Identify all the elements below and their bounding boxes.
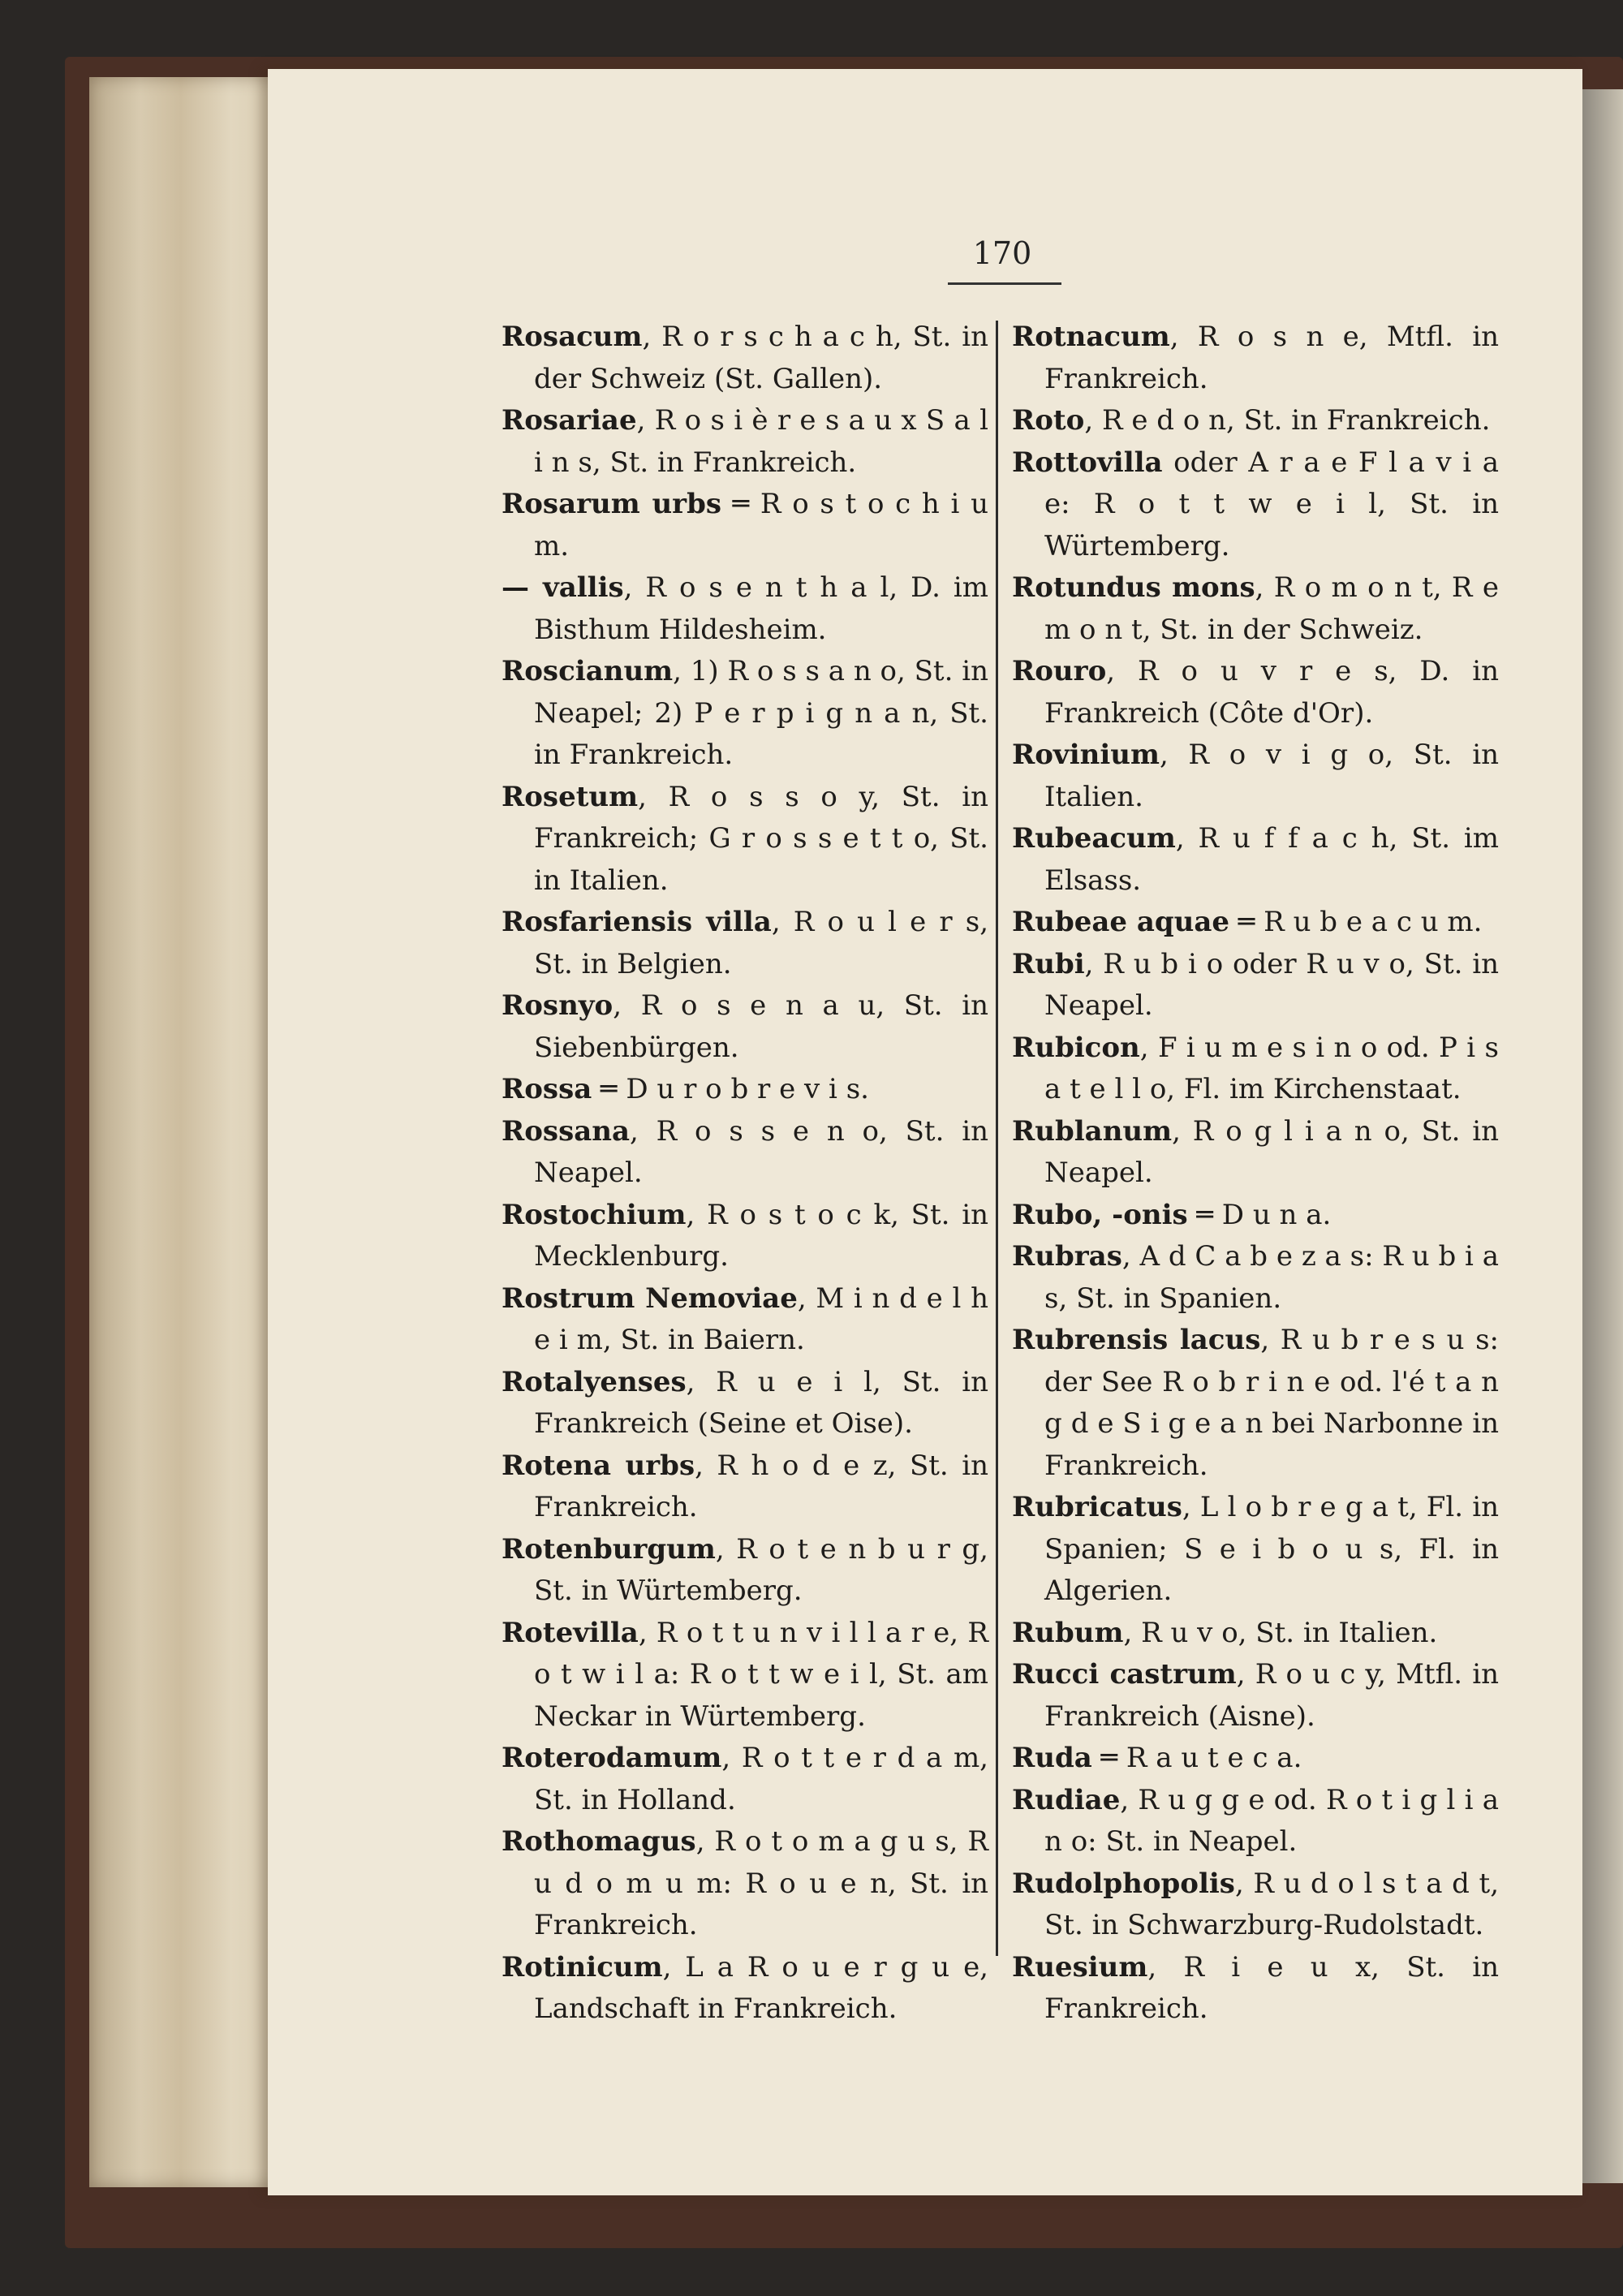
dictionary-entry (502, 400, 988, 484)
dictionary-entry (1012, 1320, 1499, 1487)
entry-headword: Ruesium (1012, 1950, 1148, 1984)
entry-headword: Rouro (1012, 655, 1107, 687)
dictionary-entry (1012, 1487, 1499, 1613)
column-divider (996, 321, 998, 1956)
dictionary-entry (502, 567, 988, 651)
entry-headword: Rosetum (502, 780, 639, 813)
entry-headword: Rubicon (1012, 1031, 1140, 1064)
entry-definition: , R o u c y, Mtfl. in Frankreich (Aisne). (1044, 1658, 1500, 1733)
dictionary-entry (1012, 734, 1499, 818)
dictionary-entry (1012, 1654, 1499, 1738)
entry-headword: Rubricatus (1012, 1491, 1182, 1523)
page-number: 170 (972, 235, 1032, 271)
dictionary-entry (502, 985, 988, 1069)
entry-definition: , R o t t u n v i l l a r e, R o t w i l a: R o t t w e i l, St. am Neckar in Würtemberg. (534, 1616, 988, 1733)
entry-definition: , R o s e n t h a l, D. im Bisthum Hildesheim. (534, 571, 989, 646)
entry-definition: , R u d o l s t a d t, St. in Schwarzburg-Rudolstadt. (1044, 1867, 1499, 1941)
entry-headword: Rovinium (1012, 739, 1160, 771)
entry-definition: , R o r s c h a c h, St. in der Schweiz (St. Gallen). (534, 321, 988, 395)
entry-headword: Rossa (502, 1073, 592, 1105)
entry-definition: , R o v i g o, St. in Italien. (1044, 739, 1499, 813)
entry-headword: Rubo, -onis (1012, 1198, 1188, 1231)
entry-headword: Rubras (1012, 1240, 1122, 1273)
entry-headword: Rubeae aquae (1012, 906, 1230, 938)
dictionary-entry (502, 317, 988, 400)
entry-headword: Rubeacum (1012, 822, 1176, 855)
entry-definition: , R u b i o oder R u v o, St. in Neapel. (1044, 947, 1499, 1022)
entry-headword: Rudiae (1012, 1783, 1121, 1816)
entry-definition: ═ D u r o b r e v i s. (592, 1073, 869, 1105)
entry-definition: , R h o d e z, St. in Frankreich. (534, 1449, 988, 1523)
entry-headword: Rosariae (502, 404, 637, 437)
dictionary-entry (502, 1947, 988, 2031)
entry-headword: Rostrum Nemoviae (502, 1282, 798, 1315)
entry-definition: , R o s e n a u, St. in Siebenbürgen. (534, 989, 988, 1064)
dictionary-entry (502, 1278, 988, 1362)
page-number-rule (948, 282, 1061, 285)
entry-headword: Rucci castrum (1012, 1658, 1237, 1691)
entry-definition: , R o s s e n o, St. in Neapel. (534, 1114, 988, 1189)
dictionary-entry (502, 1821, 988, 1947)
entry-headword: Rotena urbs (502, 1449, 695, 1482)
dictionary-entry (1012, 1738, 1499, 1780)
dictionary-entry (502, 1362, 988, 1445)
entry-definition: , R u e i l, St. in Frankreich (Seine et Oise). (534, 1365, 988, 1440)
entry-headword: Ruda (1012, 1742, 1092, 1774)
dictionary-entry (502, 1195, 988, 1278)
dictionary-entry (502, 902, 988, 985)
entry-headword: Rothomagus (502, 1825, 696, 1858)
entry-definition: , R u g g e od. R o t i g l i a n o: St. in Neapel. (1044, 1783, 1499, 1858)
entry-headword: Rotinicum (502, 1950, 663, 1984)
entry-definition: , R o t o m a g u s, R u d o m u m: R o u e n, St. in Frankreich. (534, 1825, 988, 1941)
entry-definition: , A d C a b e z a s: R u b i a s, St. in Spanien. (1044, 1240, 1499, 1315)
dictionary-entry (502, 1738, 988, 1821)
entry-definition: ═ D u n a. (1187, 1198, 1332, 1231)
entry-headword: Rubrensis lacus (1012, 1324, 1261, 1356)
entry-headword: Rottovilla (1012, 446, 1163, 479)
entry-headword: Rubum (1012, 1616, 1124, 1649)
dictionary-entry (1012, 1780, 1499, 1863)
entry-headword: Rostochium (502, 1198, 687, 1231)
entry-headword: Rosnyo (502, 989, 613, 1022)
entry-definition: , R u b r e s u s: der See R o b r i n e od. l'é t a n g d e S i g e a n bei Narbonne in Frankreich. (1044, 1324, 1500, 1482)
dictionary-entry (502, 484, 988, 567)
entry-definition: , R o g l i a n o, St. in Neapel. (1044, 1114, 1499, 1189)
entry-headword: — vallis (502, 571, 624, 604)
entry-definition: , R o t e n b u r g, St. in Würtemberg. (534, 1532, 988, 1607)
dictionary-entry (1012, 1111, 1499, 1195)
entry-definition: , R u f f a c h, St. im Elsass. (1044, 822, 1499, 897)
entry-headword: Roterodamum (502, 1742, 722, 1774)
entry-headword: Rossana (502, 1114, 630, 1148)
entry-definition: , R o t t e r d a m, St. in Holland. (534, 1742, 988, 1816)
dictionary-entry (502, 651, 988, 777)
entry-headword: Roto (1012, 404, 1085, 437)
dictionary-entry (502, 1069, 988, 1111)
entry-headword: Rotenburgum (502, 1532, 716, 1566)
entry-definition: , R e d o n, St. in Frankreich. (1084, 404, 1491, 437)
entry-headword: Rosarum urbs (502, 488, 722, 520)
entry-headword: Rudolphopolis (1012, 1867, 1235, 1900)
entry-headword: Rubi (1012, 947, 1085, 980)
dictionary-entry (502, 1111, 988, 1195)
entry-definition: ═ R o s t o c h i u m. (534, 488, 988, 562)
entry-headword: Rosfariensis villa (502, 906, 772, 938)
dictionary-entry (1012, 1236, 1499, 1320)
entry-definition: , R u v o, St. in Italien. (1123, 1616, 1438, 1649)
dictionary-entry (502, 1613, 988, 1738)
entry-definition: ═ R a u t e c a. (1091, 1742, 1302, 1774)
dictionary-entry (1012, 400, 1499, 442)
entry-definition: , 1) R o s s a n o, St. in Neapel; 2) P e r p i g n a n, St. in Frankreich. (534, 655, 988, 771)
entry-definition: , R o u l e r s, St. in Belgien. (534, 906, 988, 980)
entry-definition: , F i u m e s i n o od. P i s a t e l l o, Fl. im Kirchenstaat. (1044, 1031, 1499, 1105)
entry-definition: , R i e u x, St. in Frankreich. (1044, 1950, 1499, 2025)
dictionary-entry (1012, 317, 1499, 400)
dictionary-entry (1012, 902, 1499, 944)
left-column (502, 317, 988, 2031)
entry-headword: Rotevilla (502, 1616, 639, 1649)
dictionary-entry (1012, 818, 1499, 902)
right-column (1012, 317, 1499, 2031)
entry-definition: , L a R o u e r g u e, Landschaft in Frankreich. (534, 1950, 988, 2025)
entry-definition: , R o s i è r e s a u x S a l i n s, St. in Frankreich. (534, 404, 988, 479)
entry-headword: Rublanum (1012, 1114, 1173, 1148)
entry-definition: , R o m o n t, R e m o n t, St. in der Schweiz. (1044, 571, 1499, 646)
dictionary-entry (502, 777, 988, 902)
entry-definition: oder A r a e F l a v i a e: R o t t w e i l, St. in Würtemberg. (1044, 446, 1499, 562)
entry-definition: , R o u v r e s, D. in Frankreich (Côte d'Or). (1044, 655, 1499, 730)
dictionary-entry (1012, 1863, 1499, 1947)
dictionary-entry (1012, 1947, 1499, 2031)
entry-headword: Rotnacum (1012, 321, 1170, 353)
entry-definition: , R o s n e, Mtfl. in Frankreich. (1044, 321, 1499, 395)
entry-definition: , L l o b r e g a t, Fl. in Spanien; S e i b o u s, Fl. in Algerien. (1044, 1491, 1499, 1607)
entry-headword: Rotundus mons (1012, 571, 1255, 604)
dictionary-entry (1012, 567, 1499, 651)
dictionary-entry (1012, 944, 1499, 1027)
dictionary-entry (502, 1529, 988, 1613)
entry-headword: Roscianum (502, 655, 674, 687)
dictionary-entry (1012, 651, 1499, 734)
dictionary-entry (502, 1445, 988, 1529)
entry-definition: , R o s t o c k, St. in Mecklenburg. (534, 1198, 988, 1273)
entry-definition: , R o s s o y, St. in Frankreich; G r o s s e t t o, St. in Italien. (534, 780, 988, 897)
entry-definition: ═ R u b e a c u m. (1229, 906, 1483, 938)
entry-headword: Rotalyenses (502, 1365, 687, 1398)
entry-definition: , M i n d e l h e i m, St. in Baiern. (534, 1282, 988, 1356)
dictionary-entry (1012, 1613, 1499, 1655)
entry-headword: Rosacum (502, 321, 643, 353)
facing-page-edge (1582, 89, 1623, 2183)
page-edges (89, 77, 292, 2187)
dictionary-entry (1012, 442, 1499, 568)
dictionary-entry (1012, 1195, 1499, 1237)
dictionary-entry (1012, 1027, 1499, 1111)
